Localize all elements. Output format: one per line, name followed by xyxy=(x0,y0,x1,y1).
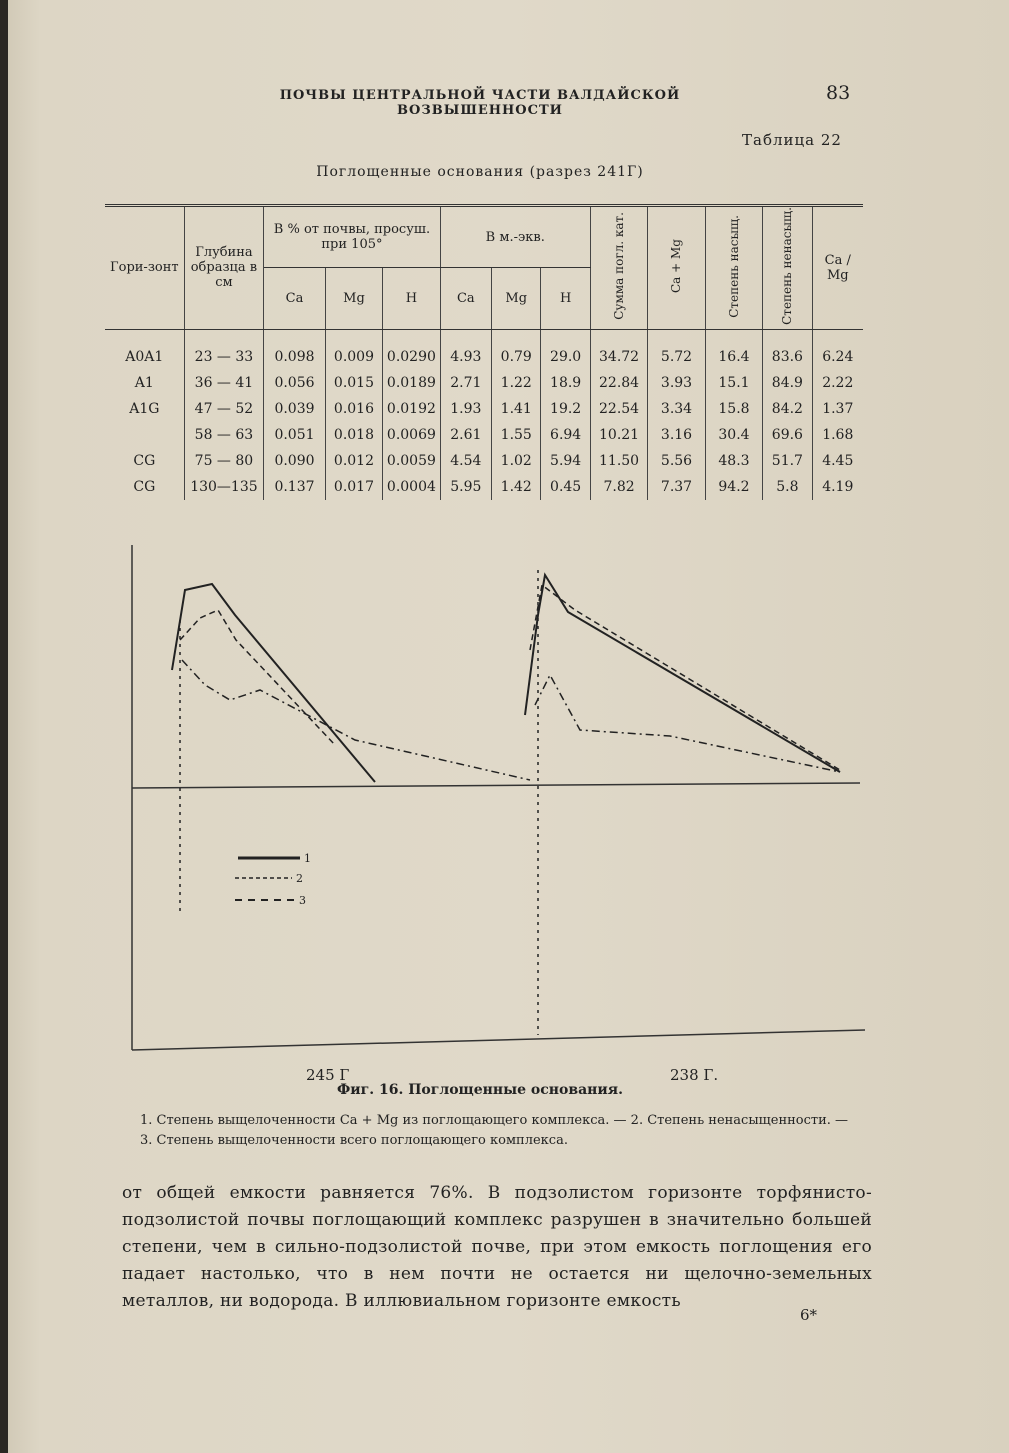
cell-sum: 22.84 xyxy=(590,370,647,396)
curve-1-right xyxy=(525,575,840,772)
cell-h-meq: 5.94 xyxy=(541,448,590,474)
header-unsaturation xyxy=(763,206,812,330)
cell-depth: 58 — 63 xyxy=(184,422,264,448)
table-row xyxy=(105,474,863,500)
cell-unsat: 84.9 xyxy=(763,370,812,396)
table-row xyxy=(105,329,863,370)
cell-h-pct: 0.0004 xyxy=(383,474,440,500)
cell-mg-meq: 0.79 xyxy=(492,329,541,370)
header-sum xyxy=(590,206,647,330)
header-ca-meq: Ca xyxy=(440,268,491,329)
signature-mark: 6* xyxy=(800,1306,818,1324)
cell-ca-pct: 0.137 xyxy=(264,474,325,500)
cell-h-pct: 0.0059 xyxy=(383,448,440,474)
profile-label-245g: 245 Г xyxy=(306,1066,350,1084)
cell-ratio: 2.22 xyxy=(822,374,854,391)
figure-axes xyxy=(132,545,865,1050)
table-label: Таблица 22 xyxy=(742,131,842,149)
cell-h-pct: 0.0290 xyxy=(383,329,440,370)
cell-depth: 75 — 80 xyxy=(184,448,264,474)
bottom-line xyxy=(132,1030,865,1050)
running-title: ПОЧВЫ ЦЕНТРАЛЬНОЙ ЧАСТИ ВАЛДАЙСКОЙ ВОЗВЫШЕННОСТИ xyxy=(279,88,681,118)
header-horizon: Гори-зонт xyxy=(105,206,184,330)
cell-horizon: A1 xyxy=(105,370,184,396)
cell-sum: 22.54 xyxy=(590,396,647,422)
curve-2-left xyxy=(180,610,335,745)
cell-depth: 130—135 xyxy=(184,474,264,500)
cell-ratio: 4.19 xyxy=(822,478,854,495)
cell-ca-meq: 1.93 xyxy=(440,396,491,422)
cell-horizon: CG xyxy=(105,474,184,500)
header-ca-pct: Ca xyxy=(264,268,325,329)
cell-ca-mg: 3.93 xyxy=(648,370,705,396)
cell-mg-meq: 1.22 xyxy=(492,370,541,396)
cell-ca-pct: 0.090 xyxy=(264,448,325,474)
cell-sat: 30.4 xyxy=(705,422,762,448)
curve-2-right xyxy=(530,585,840,770)
cell-mg-meq: 1.02 xyxy=(492,448,541,474)
header-ca-mg xyxy=(648,206,705,330)
cell-depth: 47 — 52 xyxy=(184,396,264,422)
cell-ca-mg: 3.16 xyxy=(648,422,705,448)
cell-mg-pct: 0.018 xyxy=(325,422,382,448)
cell-horizon: A1G xyxy=(105,396,184,422)
cell-depth: 23 — 33 xyxy=(184,329,264,370)
cell-mg-pct: 0.015 xyxy=(325,370,382,396)
cell-sat: 15.8 xyxy=(705,396,762,422)
cell-ca-meq: 4.54 xyxy=(440,448,491,474)
cell-horizon: CG xyxy=(105,448,184,474)
cell-mg-meq: 1.41 xyxy=(492,396,541,422)
table-row xyxy=(105,422,863,448)
cell-ca-meq: 4.93 xyxy=(440,329,491,370)
table-row xyxy=(105,370,863,396)
cell-ca-mg: 3.34 xyxy=(648,396,705,422)
cell-mg-pct: 0.016 xyxy=(325,396,382,422)
cell-unsat: 84.2 xyxy=(763,396,812,422)
cell-h-meq: 6.94 xyxy=(541,422,590,448)
cell-ca-pct: 0.051 xyxy=(264,422,325,448)
table-row xyxy=(105,448,863,474)
cell-ratio: 1.68 xyxy=(822,426,854,443)
header-depth: Глубина образца в см xyxy=(184,206,264,330)
table-body xyxy=(105,329,863,500)
cell-ca-meq: 2.71 xyxy=(440,370,491,396)
cell-h-pct: 0.0069 xyxy=(383,422,440,448)
cell-mg-meq: 1.42 xyxy=(492,474,541,500)
cell-horizon: A0A1 xyxy=(105,329,184,370)
cell-unsat: 5.8 xyxy=(763,474,812,500)
cell-mg-pct: 0.009 xyxy=(325,329,382,370)
header-saturation-text: Степень насыщ. xyxy=(726,214,741,318)
cell-ratio: 1.37 xyxy=(822,400,854,417)
cell-ratio: 6.24 xyxy=(822,348,854,365)
header-ratio: Ca / Mg xyxy=(812,206,863,330)
figure-legend-text: 1. Степень выщелоченности Ca + Mg из поглощающего комплекса. — 2. Степень ненасыщенности. — 3. Степень выщелоченности всего поглощающего комплекса. xyxy=(140,1113,849,1148)
profile-238g-curves xyxy=(525,570,840,1035)
header-sum-text: Сумма погл. кат. xyxy=(611,212,626,320)
cell-ca-pct: 0.098 xyxy=(264,329,325,370)
header-h-pct: H xyxy=(383,268,440,329)
cell-sat: 94.2 xyxy=(705,474,762,500)
cell-sat: 16.4 xyxy=(705,329,762,370)
cell-sum: 34.72 xyxy=(590,329,647,370)
curve-3-right xyxy=(535,675,840,772)
cell-ca-mg: 7.37 xyxy=(648,474,705,500)
profile-245g-curves xyxy=(172,584,530,915)
header-percent-group: В % от почвы, просуш. при 105° xyxy=(264,206,440,268)
table-title: Поглощенные основания (разрез 241Г) xyxy=(316,164,644,180)
cell-mg-pct: 0.017 xyxy=(325,474,382,500)
zero-line xyxy=(132,783,860,788)
cell-ca-meq: 5.95 xyxy=(440,474,491,500)
cell-unsat: 51.7 xyxy=(763,448,812,474)
curve-3-left xyxy=(182,660,530,780)
cell-sat: 48.3 xyxy=(705,448,762,474)
cell-mg-pct: 0.012 xyxy=(325,448,382,474)
cell-ca-pct: 0.056 xyxy=(264,370,325,396)
legend-key-2: 2 xyxy=(296,872,303,885)
figure-legend-keys xyxy=(235,858,300,900)
cell-unsat: 69.6 xyxy=(763,422,812,448)
figure-caption: Фиг. 16. Поглощенные основания. xyxy=(336,1082,624,1098)
header-mg-pct: Mg xyxy=(325,268,382,329)
cell-h-pct: 0.0192 xyxy=(383,396,440,422)
absorbed-bases-table xyxy=(105,204,863,500)
cell-horizon xyxy=(105,422,184,448)
cell-depth: 36 — 41 xyxy=(184,370,264,396)
body-paragraph: от общей емкости равняется 76%. В подзолистом горизонте торфянисто-подзолистой почвы поглощающий комплекс разрушен в значительно большей степени, чем в сильно-подзолистой почве, при этом емкость поглощения его падает настолько, что в нем почти не остается ни щелочно-земельных металлов, ни водорода. В иллювиальном горизонте емкость xyxy=(122,1183,872,1311)
cell-ca-meq: 2.61 xyxy=(440,422,491,448)
absorbed-bases-figure xyxy=(110,540,870,1060)
cell-h-pct: 0.0189 xyxy=(383,370,440,396)
header-saturation xyxy=(705,206,762,330)
header-unsaturation-text: Степень ненасыщ. xyxy=(780,207,795,325)
legend-key-1: 1 xyxy=(304,852,311,865)
cell-unsat: 83.6 xyxy=(763,329,812,370)
cell-ca-mg: 5.56 xyxy=(648,448,705,474)
table-row xyxy=(105,396,863,422)
legend-key-3: 3 xyxy=(299,894,306,907)
cell-h-meq: 0.45 xyxy=(541,474,590,500)
header-h-meq: H xyxy=(541,268,590,329)
cell-ratio: 4.45 xyxy=(822,452,854,469)
cell-sum: 10.21 xyxy=(590,422,647,448)
cell-sum: 11.50 xyxy=(590,448,647,474)
cell-sat: 15.1 xyxy=(705,370,762,396)
cell-ca-mg: 5.72 xyxy=(648,329,705,370)
page-edge-shadow xyxy=(0,0,8,1453)
cell-ca-pct: 0.039 xyxy=(264,396,325,422)
cell-h-meq: 18.9 xyxy=(541,370,590,396)
header-meq-group: В м.-экв. xyxy=(440,206,590,268)
header-mg-meq: Mg xyxy=(492,268,541,329)
cell-sum: 7.82 xyxy=(590,474,647,500)
cell-h-meq: 29.0 xyxy=(541,329,590,370)
cell-mg-meq: 1.55 xyxy=(492,422,541,448)
profile-label-238g: 238 Г. xyxy=(670,1066,719,1084)
header-ca-mg-text: Ca + Mg xyxy=(669,238,684,293)
page-number: 83 xyxy=(826,82,851,104)
cell-h-meq: 19.2 xyxy=(541,396,590,422)
